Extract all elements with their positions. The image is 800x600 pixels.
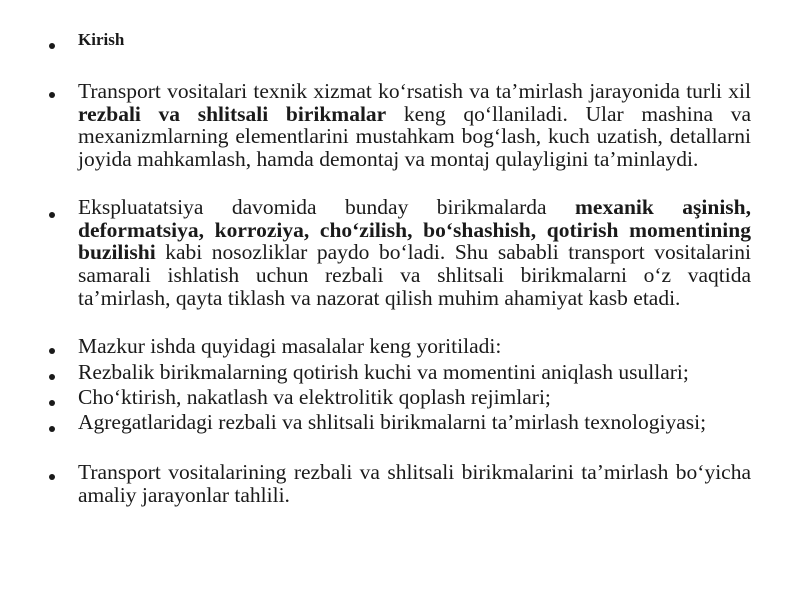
bold-term: rezbali va shlitsali birikmalar [78,101,387,126]
paragraph-text: Transport vositalari texnik xizmat ko‘rsatish va ta’mirlash jarayonida turli xil [78,79,751,103]
list-item: Agregatlaridagi rezbali va shlitsali birikmalarni ta’mirlash texnologiyasi; [78,410,707,434]
bold-term: mexanik aşinish, deformatsiya, korroziya, cho‘zilish, bo‘shashish, qotirish momentining buzilishi [78,195,752,265]
paragraph-text: keng qo‘llaniladi. Ular mashina va mexanizmlarning elementlarini mustahkam bog‘lash, kuch uzatish, detallarni joyida mahkamlash, hamda demontaj va montaj qulayligini ta’minlaydi. [78,101,751,172]
bullet-icon [49,400,55,406]
paragraph-intro [78,80,751,171]
bullet-icon [49,426,55,432]
bullet-icon [49,92,55,98]
list-item: Rezbalik birikmalarning qotirish kuchi va momentini aniqlash usullari; [78,360,689,384]
paragraph-tasks-intro: Mazkur ishda quyidagi masalalar keng yoritiladi: [78,334,502,358]
bullet-icon [49,212,55,218]
list-item: Transport vositalarining rezbali va shlitsali birikmalarini ta’mirlash bo‘yicha amaliy jarayonlar tahlili. [78,460,751,507]
bullet-icon [49,43,55,49]
section-heading: Kirish [78,30,125,49]
bullet-icon [49,474,55,480]
list-item: Cho‘ktirish, nakatlash va elektrolitik qoplash rejimlari; [78,385,551,409]
paragraph-text: Ekspluatatsiya davomida bunday birikmalarda [78,195,576,219]
paragraph-text: kabi nosozliklar paydo bo‘ladi. Shu sababli transport vositalarini samarali ishlatish uchun rezbali va shlitsali birikmalarni o‘z vaqtida ta’mirlash, qayta tiklash va nazorat qilish muhim ahamiyat kasb etadi. [78,240,751,310]
bullet-icon [49,374,55,380]
paragraph-defects [78,196,751,310]
bullet-icon [49,348,55,354]
